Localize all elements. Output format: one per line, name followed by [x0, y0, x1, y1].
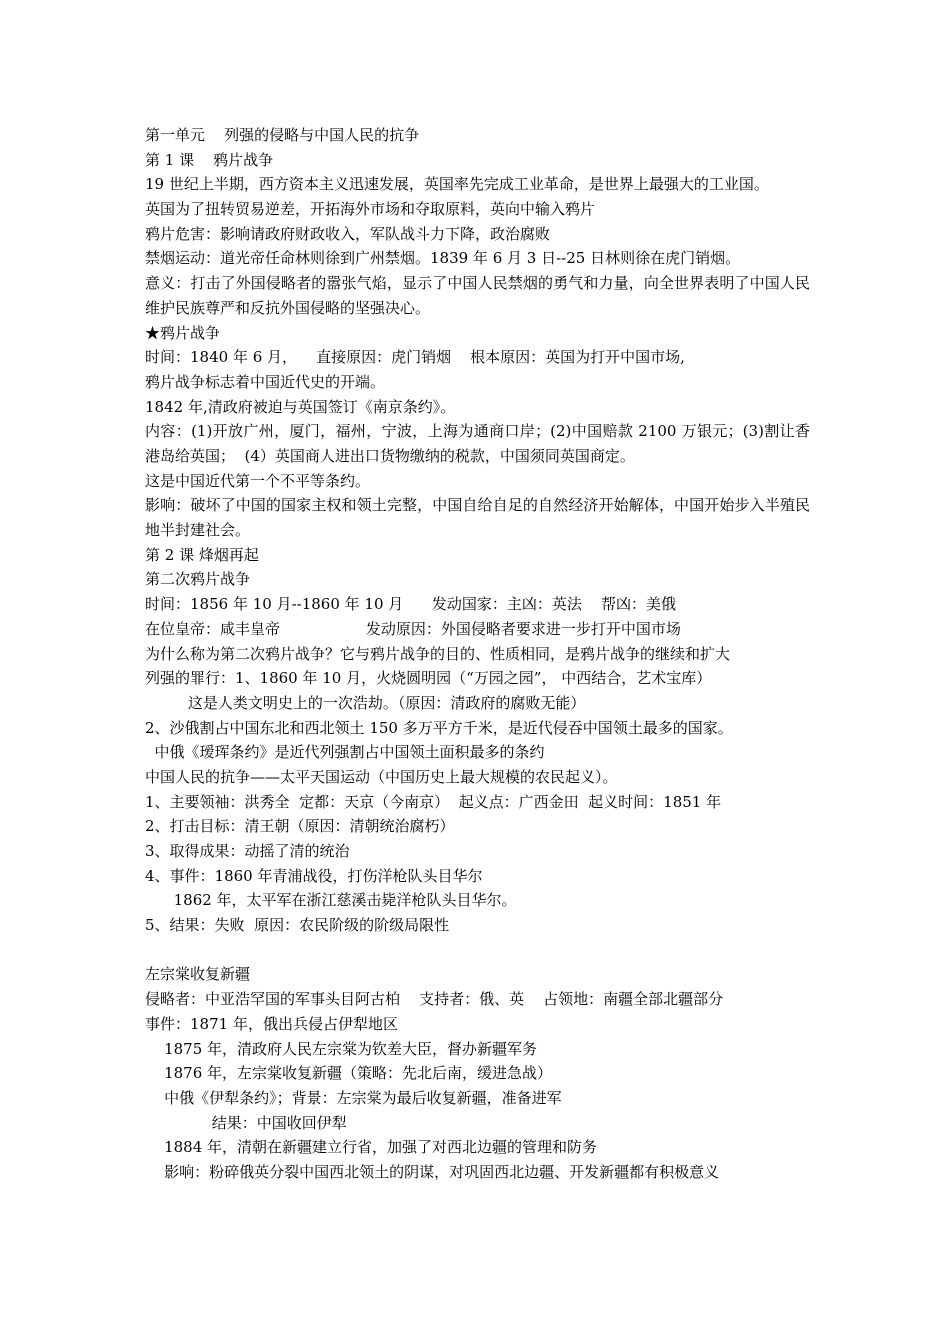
text-line: 鸦片危害：影响请政府财政收入，军队战斗力下降，政治腐败	[145, 224, 551, 243]
text-line: 中国人民的抗争——太平天国运动（中国历史上最大规模的农民起义）。	[145, 767, 618, 786]
text-line: 列强的罪行：1、1860 年 10 月，火烧圆明园（“万园之园”， 中西结合，艺术宝库）	[145, 669, 712, 688]
text-line: 4、事件：1860 年青浦战役，打伤洋枪队头目华尔	[145, 866, 483, 885]
text-line: 中俄《瑷珲条约》是近代列强割占中国领土面积最多的条约	[145, 743, 545, 762]
text-line: 鸦片战争标志着中国近代史的开端。	[145, 372, 386, 391]
text-line: 1862 年，太平军在浙江慈溪击毙洋枪队头目华尔。	[145, 891, 517, 910]
text-line: 禁烟运动：道光帝任命林则徐到广州禁烟。1839 年 6 月 3 日--25 日林则徐在虎门销烟。	[145, 249, 741, 268]
text-line: 5、结果：失败 原因：农民阶级的阶级局限性	[145, 916, 450, 935]
text-line: 1842 年,清政府被迫与英国签订《南京条约》。	[145, 397, 456, 416]
document-body	[145, 123, 810, 1185]
text-line: 影响：粉碎俄英分裂中国西北领土的阴谋，对巩固西北边疆、开发新疆都有积极意义	[145, 1162, 720, 1181]
lesson-2-title: 第 2 课 烽烟再起	[145, 545, 259, 564]
text-line: 中俄《伊犁条约》；背景：左宗棠为最后收复新疆，准备进军	[145, 1088, 562, 1107]
text-line: 在位皇帝：咸丰皇帝 发动原因：外国侵略者要求进一步打开中国市场	[145, 619, 681, 638]
text-paragraph: 意义：打击了外国侵略者的嚣张气焰，显示了中国人民禁烟的勇气和力量，向全世界表明了中国人民维护民族尊严和反抗外国侵略的坚强决心。	[145, 274, 810, 317]
text-paragraph: 内容：(1)开放广州，厦门，福州，宁波，上海为通商口岸；(2)中国赔款 2100 万银元；(3)割让香港岛给英国； (4）英国商人进出口货物缴纳的税款，中国须同英国商定。	[145, 422, 810, 465]
text-line: 2、沙俄割占中国东北和西北领土 150 多万平方千米，是近代侵吞中国领土最多的国家。	[145, 718, 733, 737]
text-line: 1884 年，清朝在新疆建立行省，加强了对西北边疆的管理和防务	[145, 1138, 598, 1157]
text-line: 1875 年，清政府人民左宗棠为钦差大臣，督办新疆军务	[145, 1039, 538, 1058]
text-line: 时间：1856 年 10 月--1860 年 10 月 发动国家：主凶：英法 帮凶：美俄	[145, 595, 676, 614]
text-line: 1、主要领袖：洪秀全 定都：天京（今南京） 起义点：广西金田 起义时间：1851 年	[145, 792, 722, 811]
text-line: 1876 年，左宗棠收复新疆（策略：先北后南，缓进急战）	[145, 1064, 553, 1083]
section-heading-second-opium-war: 第二次鸦片战争	[145, 570, 251, 589]
text-line: 19 世纪上半期，西方资本主义迅速发展，英国率先完成工业革命，是世界上最强大的工业国。	[145, 175, 769, 194]
text-line: 这是中国近代第一个不平等条约。	[145, 471, 371, 490]
text-line: 这是人类文明史上的一次浩劫。（原因：清政府的腐败无能）	[145, 693, 586, 712]
section-heading-xinjiang: 左宗棠收复新疆	[145, 965, 251, 984]
blank-line	[145, 938, 810, 963]
text-line: 英国为了扭转贸易逆差，开拓海外市场和夺取原料，英向中输入鸦片	[145, 200, 596, 219]
text-paragraph: 影响：破坏了中国的国家主权和领土完整，中国自给自足的自然经济开始解体，中国开始步入半殖民地半封建社会。	[145, 496, 810, 540]
lesson-1-title: 第 1 课 鸦片战争	[145, 150, 274, 169]
text-line: 为什么称为第二次鸦片战争？它与鸦片战争的目的、性质相同，是鸦片战争的继续和扩大	[145, 644, 731, 663]
text-line: 侵略者：中亚浩罕国的军事头目阿古柏 支持者：俄、英 占领地：南疆全部北疆部分	[145, 990, 724, 1009]
section-heading-opium-war: ★鸦片战争	[145, 323, 221, 342]
unit-title: 第一单元 列强的侵略与中国人民的抗争	[145, 126, 420, 144]
text-line: 结果：中国收回伊犁	[145, 1113, 347, 1132]
text-line: 2、打击目标：清王朝（原因：清朝统治腐朽）	[145, 817, 455, 836]
text-line: 3、取得成果：动摇了清的统治	[145, 842, 350, 861]
text-line: 时间：1840 年 6 月， 直接原因：虎门销烟 根本原因：英国为打开中国市场,	[145, 348, 685, 367]
text-line: 事件：1871 年，俄出兵侵占伊犁地区	[145, 1014, 398, 1033]
